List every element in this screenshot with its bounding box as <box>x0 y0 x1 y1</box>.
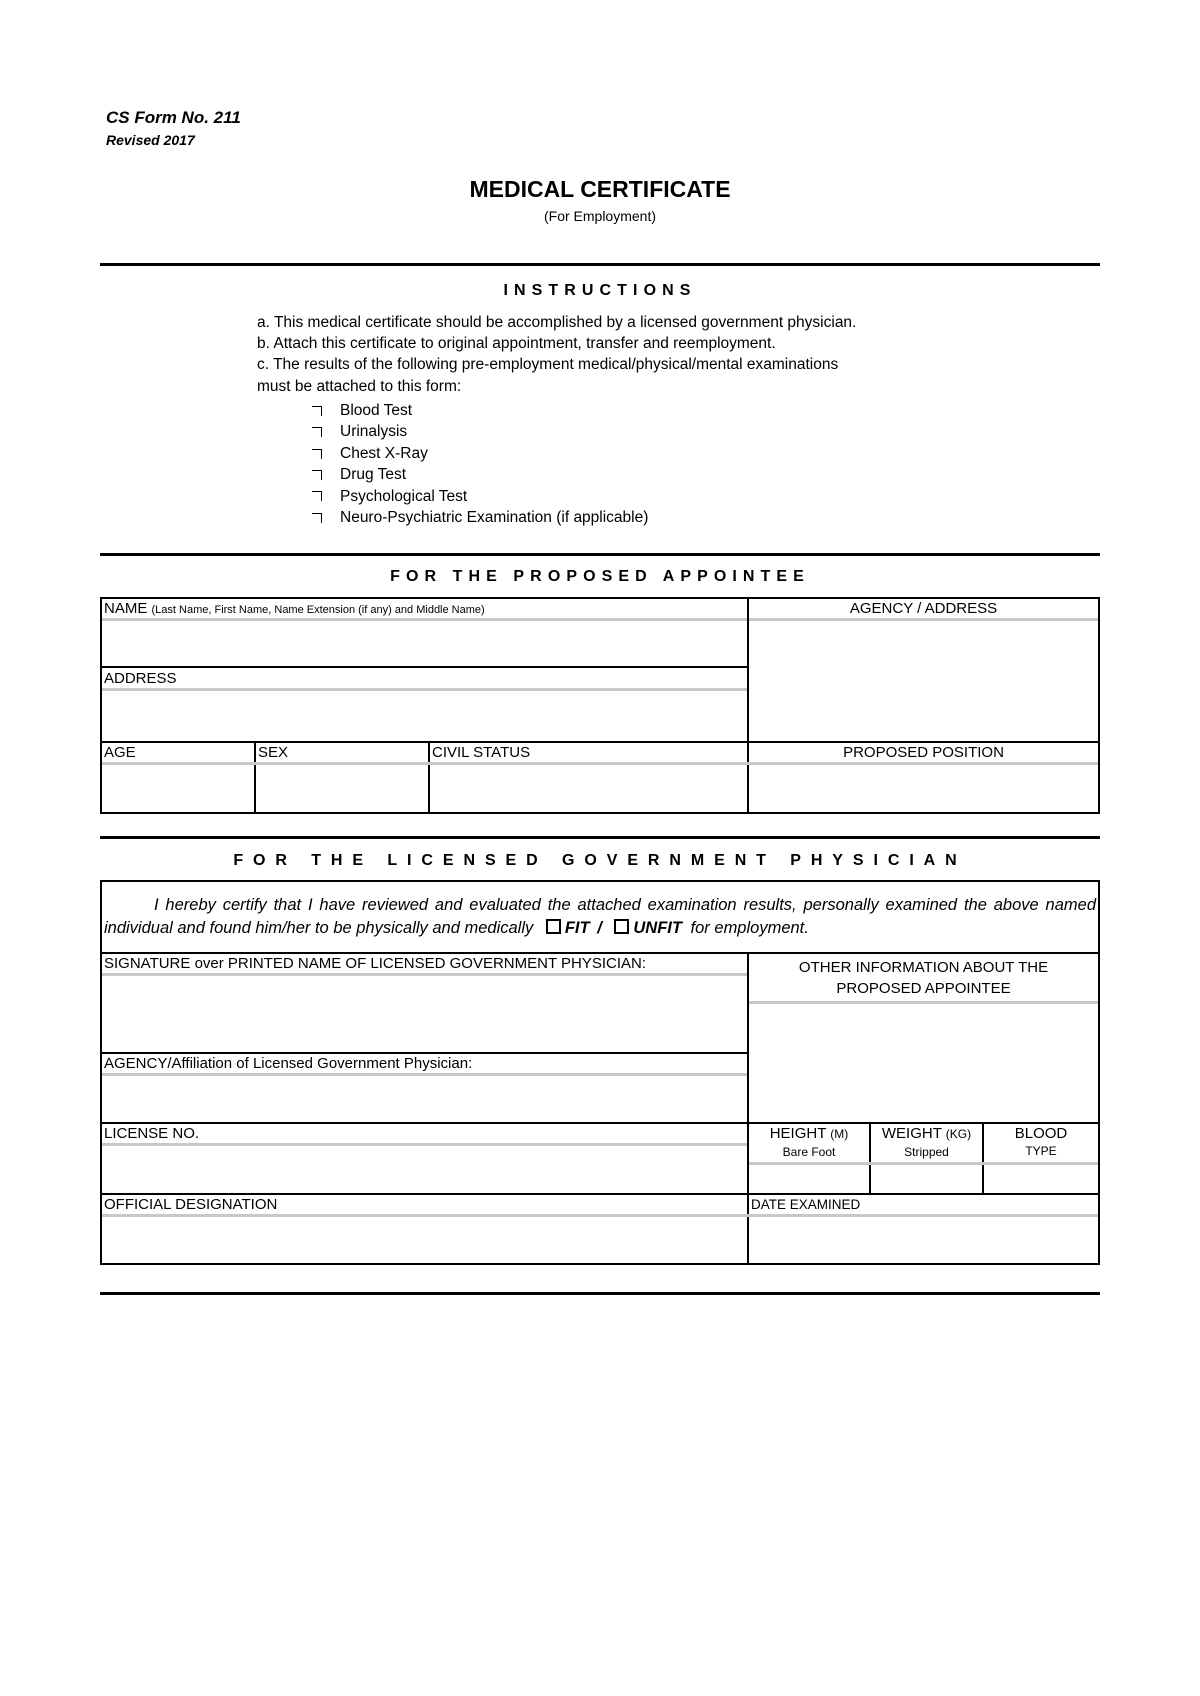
date-examined-label: DATE EXAMINED <box>751 1197 861 1212</box>
checkbox-icon[interactable] <box>312 449 322 459</box>
address-field[interactable] <box>102 691 747 739</box>
checkbox-icon[interactable] <box>312 513 322 523</box>
official-designation-field[interactable] <box>102 1217 747 1263</box>
checklist-item[interactable]: Chest X-Ray <box>312 443 648 464</box>
checklist-item[interactable]: Blood Test <box>312 400 648 421</box>
weight-field[interactable] <box>871 1165 982 1193</box>
divider-rule <box>100 1292 1100 1295</box>
other-info-field[interactable] <box>749 1004 1098 1122</box>
checklist-item[interactable]: Neuro-Psychiatric Examination (if applicable) <box>312 507 648 528</box>
divider-rule <box>100 553 1100 556</box>
license-field[interactable] <box>102 1146 747 1192</box>
checkbox-icon[interactable] <box>312 406 322 416</box>
checklist-item[interactable]: Urinalysis <box>312 421 648 442</box>
divider-rule <box>100 836 1100 839</box>
date-examined-field[interactable] <box>749 1217 1098 1263</box>
physician-heading: FOR THE LICENSED GOVERNMENT PHYSICIAN <box>233 852 967 869</box>
unfit-checkbox[interactable] <box>614 919 629 934</box>
civil-status-field[interactable] <box>430 765 747 812</box>
agency-address-label: AGENCY / ADDRESS <box>849 600 998 617</box>
certification-statement: I hereby certify that I have reviewed and evaluated the attached examination results, personally examined the above named individual and found him/her to be physically and medically FIT / UNFIT for employment. <box>104 896 1096 937</box>
physician-agency-label: AGENCY/Affiliation of Licensed Government Physician: <box>104 1055 473 1072</box>
checkbox-icon[interactable] <box>312 427 322 437</box>
sex-field[interactable] <box>256 765 428 812</box>
fit-checkbox[interactable] <box>546 919 561 934</box>
form-number: CS Form No. 211 <box>106 108 241 127</box>
appointee-table <box>100 597 1100 814</box>
instructions-text <box>257 312 856 397</box>
proposed-position-field[interactable] <box>749 765 1098 812</box>
revision-label: Revised 2017 <box>106 132 195 148</box>
physician-table <box>100 880 1100 1265</box>
checklist-item[interactable]: Psychological Test <box>312 486 648 507</box>
exam-checklist <box>312 400 648 528</box>
proposed-position-label: PROPOSED POSITION <box>843 744 1004 761</box>
page-title: MEDICAL CERTIFICATE <box>469 176 731 202</box>
instructions-heading: INSTRUCTIONS <box>503 282 697 299</box>
blood-type-field[interactable] <box>984 1165 1098 1193</box>
signature-label: SIGNATURE over PRINTED NAME OF LICENSED GOVERNMENT PHYSICIAN: <box>104 955 647 972</box>
checkbox-icon[interactable] <box>312 491 322 501</box>
checklist-item[interactable]: Drug Test <box>312 464 648 485</box>
blood-type-label: BLOOD TYPE <box>1014 1125 1068 1158</box>
weight-label: WEIGHT (KG) Stripped <box>881 1125 972 1159</box>
age-field[interactable] <box>102 765 254 812</box>
appointee-heading: FOR THE PROPOSED APPOINTEE <box>390 568 810 585</box>
license-label: LICENSE NO. <box>104 1125 200 1142</box>
instruction-line: a. This medical certificate should be accomplished by a licensed government physician. <box>257 314 857 331</box>
other-info-label: OTHER INFORMATION ABOUT THE PROPOSED APPOINTEE <box>798 959 1049 997</box>
signature-field[interactable] <box>102 976 747 1049</box>
name-label: NAME (Last Name, First Name, Name Extension (if any) and Middle Name) <box>104 600 485 617</box>
instruction-line: b. Attach this certificate to original appointment, transfer and reemployment. <box>257 335 776 353</box>
sex-label: SEX <box>258 744 289 761</box>
height-label: HEIGHT (M) Bare Foot <box>769 1125 849 1159</box>
agency-address-field[interactable] <box>749 621 1098 741</box>
physician-agency-field[interactable] <box>102 1076 747 1120</box>
instruction-line: must be attached to this form: <box>257 377 462 395</box>
checkbox-icon[interactable] <box>312 470 322 480</box>
page-subtitle: (For Employment) <box>543 208 657 224</box>
name-field[interactable] <box>102 621 747 666</box>
address-label: ADDRESS <box>104 670 177 687</box>
civil-status-label: CIVIL STATUS <box>432 744 531 761</box>
official-designation-label: OFFICIAL DESIGNATION <box>104 1196 278 1213</box>
age-label: AGE <box>104 744 136 761</box>
instruction-line: c. The results of the following pre-employment medical/physical/mental examinations <box>257 356 839 374</box>
divider-rule <box>100 263 1100 266</box>
height-field[interactable] <box>749 1165 869 1193</box>
